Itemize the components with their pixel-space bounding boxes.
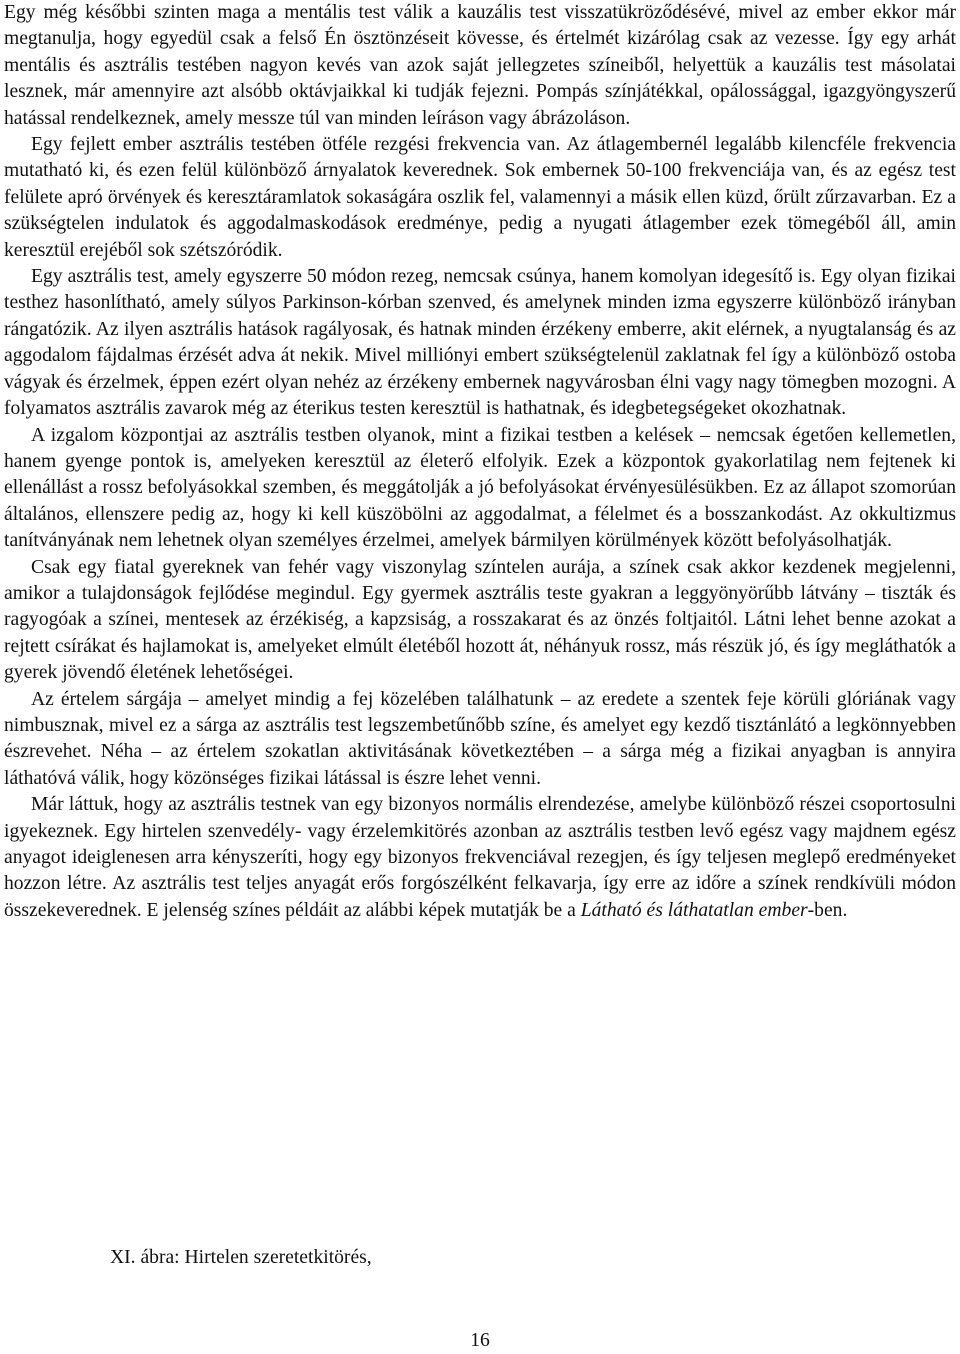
book-title: Látható és láthatatlan ember — [580, 899, 808, 921]
figure-caption: XI. ábra: Hirtelen szeretetkitörés, — [110, 1247, 372, 1268]
paragraph-6: Az értelem sárgája – amelyet mindig a fej közelében találhatunk – az eredete a szentek feje körüli glóriának vagy nimbusznak, mivel ez a sárga az asztrális test legszembetűnőbb színe, és amelyet egy kezdő tisztánlátó a legkönnyebben észrevehet. Néha – az értelem szokatlan aktivitásának következtében – a sárga még a fizikai anyagban is annyira láthatóvá válik, hogy közönséges fizikai látással is észre lehet venni. — [4, 688, 956, 789]
body-text — [4, 0, 956, 924]
paragraph-7 — [4, 792, 956, 924]
paragraph-4: A izgalom központjai az asztrális testben olyanok, mint a fizikai testben a kelések – nemcsak égetően kellemetlen, hanem gyenge pontok is, amelyeken keresztül az életerő elfolyik. Ezek a központok gyakorlatilag nem fejtenek ki ellenállást a rossz befolyásokkal szemben, és meggátolják a jó befolyásokat érvényesülésükben. Ez az állapot szomorúan általános, ellenszere pedig az, hogy ki kell küszöbölni az aggodalmat, a félelmet és a bosszankodást. Az okkultizmus tanítványának nem lehetnek olyan személyes érzelmei, amelyek bármilyen körülmények között befolyásolhatják. — [4, 424, 956, 552]
paragraph-5: Csak egy fiatal gyereknek van fehér vagy viszonylag színtelen aurája, a színek csak akkor kezdenek megjelenni, amikor a tulajdonságok fejlődése megindul. Egy gyermek asztrális teste gyakran a leggyönyörűbb látvány – tiszták és ragyogóak a színei, mentesek az érzékiség, a kapzsiság, a rosszakarat és az önzés foltjaitól. Látni lehet benne azokat a rejtett csírákat és hajlamokat is, amelyeket elmúlt életéből hozott át, néhányuk rossz, más részük jó, és így megláthatók a gyerek jövendő életének lehetőségei. — [4, 556, 956, 684]
page-number: 16 — [470, 1330, 490, 1351]
paragraph-3: Egy asztrális test, amely egyszerre 50 módon rezeg, nemcsak csúnya, hanem komolyan idegesítő is. Egy olyan fizikai testhez hasonlítható, amely súlyos Parkinson-kórban szenved, és amelynek minden izma egyszerre különböző irányban rángatózik. Az ilyen asztrális hatások ragályosak, és hatnak minden érzékeny emberre, akit elérnek, a nyugtalanság és az aggodalom fájdalmas érzését adva át nekik. Mivel milliónyi embert szükségtelenül zaklatnak fel így a különböző ostoba vágyak és érzelmek, éppen ezért olyan nehéz az érzékeny embernek nagyvárosban élni vagy nagy tömegben mozogni. A folyamatos asztrális zavarok még az éterikus testen keresztül is hathatnak, és idegbetegségeket okozhatnak. — [4, 266, 956, 420]
paragraph-7-text: Már láttuk, hogy az asztrális testnek van egy bizonyos normális elrendezése, amelybe különböző részei csoportosulni igyekeznek. Egy hirtelen szenvedély- vagy érzelemkitörés azonban az asztrális testben levő egész vagy majdnem egész anyagot ideiglenesen arra kényszeríti, hogy egy bizonyos frekvenciával rezegjen, és így teljesen meglepő eredményeket hozzon létre. Az asztrális test teljes anyagát erős forgószélként felkavarja, így erre az időre a színek rendkívüli módon összekeverednek. E jelenség színes példáit az alábbi képek mutatják be a — [4, 794, 956, 921]
paragraph-2: Egy fejlett ember asztrális testében ötféle rezgési frekvencia van. Az átlagembernél legalább kilencféle frekvencia mutatható ki, és ezen felül különböző árnyalatok keverednek. Sok embernek 50-100 frekvenciája van, és az egész test felülete apró örvények és keresztáramlatok sokaságára oszlik fel, valamennyi a másik ellen küzd, őrült zűrzavarban. Ez a szükségtelen indulatok és aggodalmaskodások eredménye, pedig a nyugati átlagember ezek tömegéből áll, amin keresztül erejéből sok szétszóródik. — [4, 134, 956, 261]
paragraph-7-tail: -ben. — [807, 899, 848, 921]
paragraph-1: Egy még későbbi szinten maga a mentális test válik a kauzális test visszatükröződésévé, mivel az ember ekkor már megtanulja, hogy egyedül csak a felső Én ösztönzéseit kövesse, és értelmét kizárólag csak az vezesse. Így egy arhát mentális és asztrális testében nagyon kevés van azok saját jellegzetes színeiből, helyettük a kauzális test másolatai lesznek, már amennyire azt alsóbb oktávjaikkal ki tudják fejezni. Pompás színjátékkal, opálossággal, igazgyöngyszerű hatással rendelkeznek, amely messze túl van minden leíráson vagy ábrázoláson. — [4, 2, 956, 129]
